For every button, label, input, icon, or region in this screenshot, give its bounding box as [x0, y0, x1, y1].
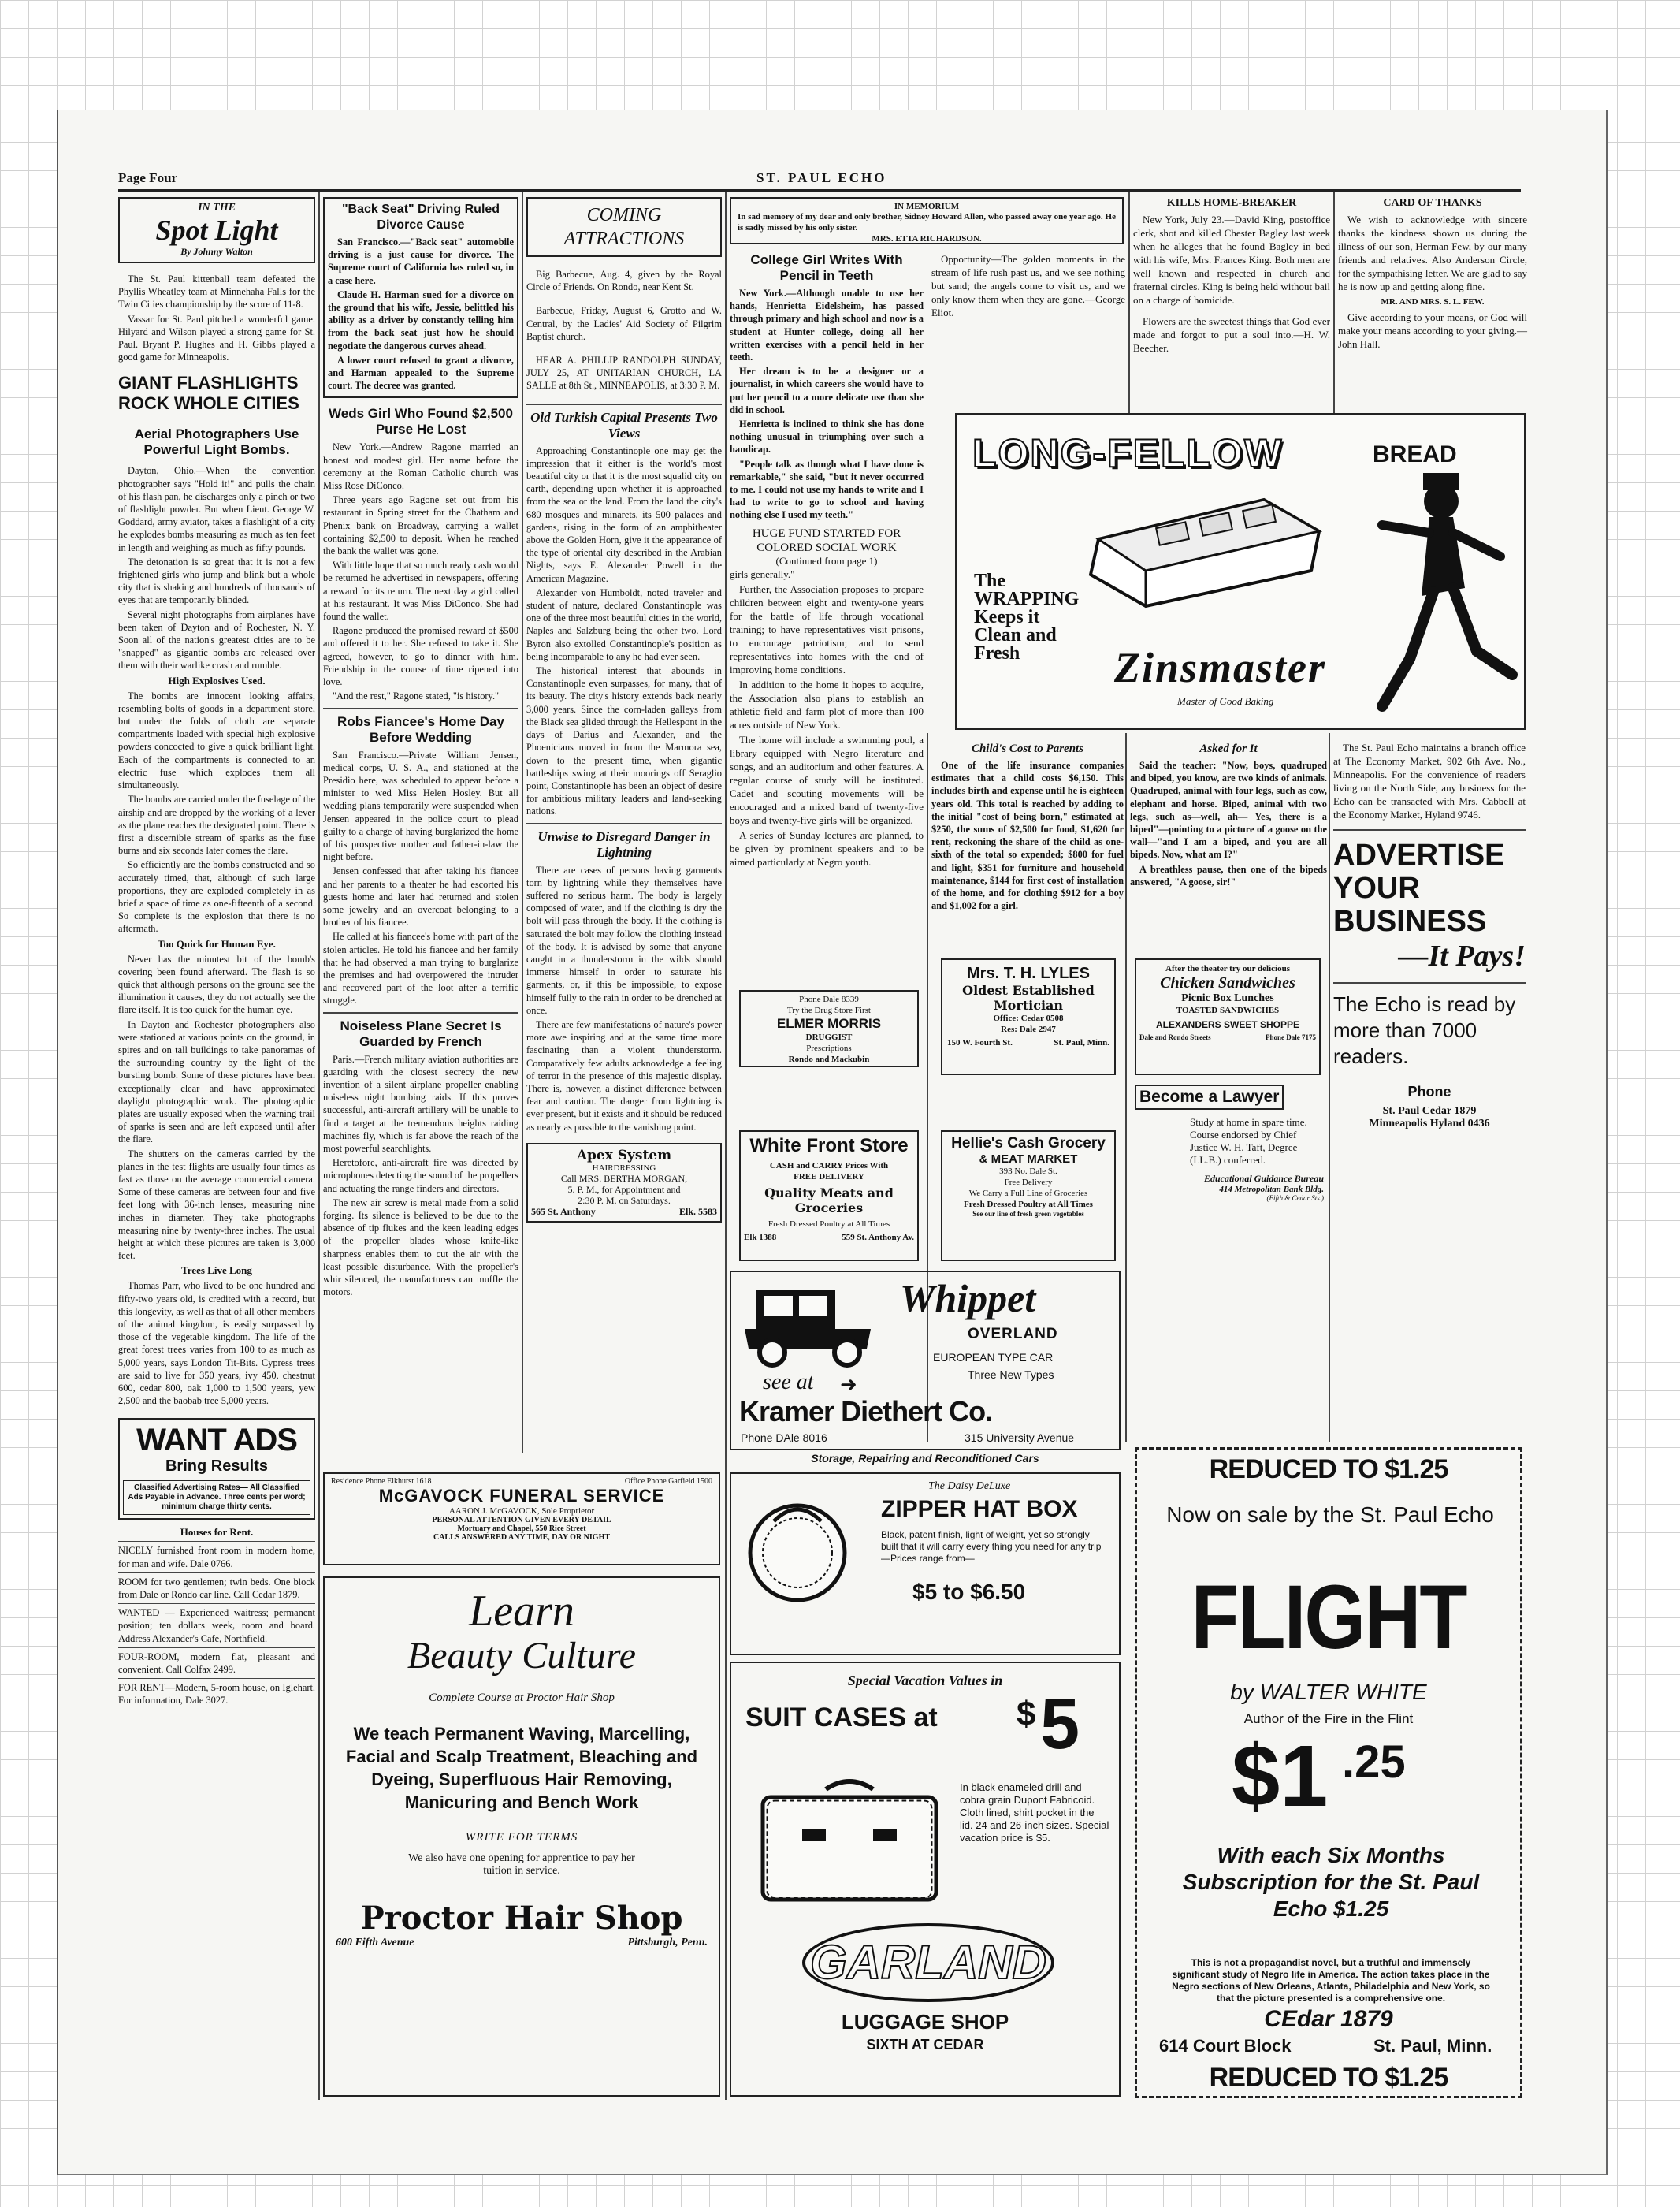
white-front-contact: [744, 1233, 914, 1242]
paragraph: Further, the Association proposes to prepare children between eight and twenty-one years for the battle of life through vocational training; to have representatives visit prisons, to encourage patriotism; and to send representatives into homes with the end of improving home conditions.: [730, 582, 924, 675]
shoppe-line: TOASTED SANDWICHES: [1176, 1006, 1280, 1015]
shoppe-top: After the theater try our delicious: [1165, 964, 1290, 973]
white-front-address: 559 St. Anthony Av.: [842, 1233, 914, 1242]
garland-line: SIXTH AT CEDAR: [866, 2037, 984, 2053]
want-ads-box: [118, 1418, 315, 1520]
advertise-phone-mpls: Minneapolis Hyland 0436: [1369, 1118, 1490, 1130]
want-ads-title: WANT ADS: [136, 1423, 297, 1458]
coming-attractions-header: [526, 197, 722, 257]
advertise-l2: YOUR: [1333, 872, 1420, 905]
apex-contact: [531, 1206, 717, 1218]
thanks-headline: CARD OF THANKS: [1383, 197, 1482, 209]
column-rule: [1125, 733, 1127, 1442]
subhead: Trees Live Long: [181, 1264, 252, 1277]
flight-ad: [1135, 1447, 1522, 2098]
hellie-line: 393 No. Dale St.: [999, 1167, 1057, 1176]
paragraph: Claude H. Harman sued for a divorce on the ground that his wife, Jessie, belittled his ability as a driver by constantly telling him from the back seat just how he should negotiate the dangerous curves ahead.: [328, 288, 514, 352]
mcgavock-line: PERSONAL ATTENTION GIVEN EVERY DETAIL: [432, 1516, 611, 1524]
memoriam-text: In sad memory of my dear and only brother, Sidney Howard Allen, who passed away one year ago. He is sadly missed by his only sister.: [738, 212, 1116, 233]
lightning-body: [526, 864, 722, 1133]
whippet-phone: Phone DAle 8016: [741, 1431, 827, 1444]
paragraph: Ragone produced the promised reward of $500 and offered it to her. She refused to take it. She agreed, however, to go to dinner with him. Friendship in the course of time ripened into love.: [323, 625, 518, 688]
top-rule: [118, 189, 1521, 192]
flashlights-headline: GIANT FLASHLIGHTS ROCK WHOLE CITIES: [118, 373, 299, 414]
flight-price-cents: .25: [1342, 1736, 1406, 1788]
hellie-line: & MEAT MARKET: [979, 1152, 1078, 1166]
proctor-shop-name: Proctor Hair Shop: [360, 1900, 683, 1937]
mcgavock-line: Mortuary and Chapel, 550 Rice Street: [457, 1524, 586, 1533]
noiseless-body: [323, 1053, 518, 1299]
echo-branch-column: [1333, 741, 1526, 1450]
white-front-line: CASH and CARRY Prices With: [769, 1161, 889, 1170]
robs-body: [323, 749, 518, 1007]
flight-sale: Now on sale by the St. Paul Echo: [1166, 1502, 1494, 1527]
flight-by: by WALTER WHITE: [1230, 1680, 1427, 1704]
college-body: [730, 287, 924, 522]
hellie-line: Free Delivery: [1004, 1178, 1053, 1187]
coming-attractions-title: COMING ATTRACTIONS: [563, 205, 685, 249]
asked-headline: Asked for It: [1199, 742, 1258, 755]
paragraph: Opportunity—The golden moments in the stream of life rush past us, and we see nothing but sand; the angels come to visit us, and we only know them when they are gone.—George Eliot.: [931, 253, 1125, 318]
paragraph: The home will include a swimming pool, a library equipped with Negro literature and songs, and an auditorium and other features. A regular course of study will be instituted. Cadet and scouting movements will be encouraged and a mixed band of twenty-five boys and twenty-five girls will be organized.: [730, 733, 924, 826]
apex-ad: [526, 1143, 722, 1223]
spotlight-kicker: IN THE: [198, 202, 236, 214]
paragraph: Jensen confessed that after taking his fiancee and her parents to a theater he had escorted his guests home and later had returned and stolen some jewelry and an overcoat belonging to a brother of his fiancee.: [323, 865, 518, 929]
paragraph: The bombs are carried under the fuselage of the airship and are dropped by the working of a lever as the plane reaches the designated point. There is first a discernible stream of sparks as the fuse burns and six seconds later comes the flare.: [118, 794, 315, 857]
lightning-headline: Unwise to Disregard Danger in Lightning: [537, 828, 711, 860]
tagline-line: Fresh: [974, 643, 1020, 664]
column-5: [1133, 197, 1330, 410]
paragraph: Vassar for St. Paul pitched a wonderful game. Hilyard and Wilson played a strong game for St. Paul. Bryant P. Hughes and H. Gibbs played a good game for Minneapolis.: [118, 313, 315, 363]
shoppe-address: Dale and Rondo Streets: [1139, 1033, 1211, 1041]
zinsmaster-logo: Zinsmaster: [1114, 644, 1327, 691]
elmer-line: DRUGGIST: [805, 1033, 853, 1042]
flowers-text: [1133, 314, 1330, 355]
mcgavock-prop: AARON J. McGAVOCK, Sole Proprietor: [448, 1506, 595, 1516]
paragraph: The St. Paul kittenball team defeated the Phyllis Wheatley team at Minnehaha Falls for the Twin Cities championship by the score of 11-8.: [118, 274, 315, 311]
fund-continued: (Continued from page 1): [775, 554, 878, 567]
longfellow-tagline: [974, 572, 1079, 663]
proctor-sub: Complete Course at Proctor Hair Shop: [429, 1692, 615, 1704]
paragraph: In addition to the home it hopes to acquire, the Association also plans to establish an athletic field and farm plot of more than 100 acres outside of New York.: [730, 678, 924, 731]
back-seat-headline: "Back Seat" Driving Ruled Divorce Cause: [341, 203, 500, 232]
suitcase-top: Special Vacation Values in: [847, 1673, 1003, 1688]
thanks-quote: [1338, 311, 1527, 351]
subhead: Too Quick for Human Eye.: [158, 937, 276, 950]
hellie-grocery-ad: [941, 1130, 1116, 1261]
advertise-l1: ADVERTISE: [1333, 839, 1505, 872]
longfellow-ad: [955, 413, 1526, 730]
elmer-name: ELMER MORRIS: [776, 1016, 882, 1031]
paragraph: Approaching Constantinople one may get the impression that it either is the world's most beautiful city or that it is the most squalid city on earth, depending upon whether it is approached from the sea or the land. From the land the city's 680 mosques and minarets, its 500 palaces and gardens, rising in the form of an amphitheater above the Golden Horn, give it the appearance of the type of oriental city described in the Arabian Nights, says E. Alexander Powell in the American Magazine.: [526, 445, 722, 584]
mcgavock-res-phone: Residence Phone Elkhurst 1618: [331, 1477, 432, 1486]
suitcase-icon: [755, 1773, 944, 1915]
advertise-phone-label: Phone: [1407, 1084, 1451, 1100]
apex-line: 5. P. M., for Appointment and: [567, 1183, 681, 1195]
lyles-name: Mrs. T. H. LYLES: [967, 965, 1090, 982]
hellie-line: See our line of fresh green vegetables: [972, 1210, 1084, 1218]
suitcase-ad: [730, 1662, 1121, 2097]
hellie-line: Fresh Dressed Poultry at All Times: [964, 1200, 1093, 1209]
longfellow-bread: BREAD: [1373, 441, 1457, 467]
proctor-body: We teach Permanent Waving, Marcelling, Facial and Scalp Treatment, Bleaching and Dyeing, Superfluous Hair Removing, Manicuring and Bench Work: [345, 1724, 698, 1812]
college-headline: College Girl Writes With Pencil in Teeth: [750, 252, 903, 283]
flight-price-dollar: $1: [1232, 1728, 1329, 1825]
proctor-street: 600 Fifth Avenue: [336, 1937, 414, 1948]
asked-body: [1130, 759, 1327, 888]
zipper-headline: ZIPPER HAT BOX: [881, 1496, 1078, 1522]
column-rule: [1329, 733, 1330, 1442]
white-front-name: White Front Store: [749, 1135, 909, 1156]
paragraph: "People talk as though what I have done is remarkable," she said, "but it never occurred to me. I could not use my hands to write and I had to write to go to school and having nothing else I used my teeth.": [730, 458, 924, 521]
flight-title: FLIGHT: [1191, 1566, 1466, 1669]
paragraph: Several night photographs from airplanes have been taken of Dayton and of Rochester, N. Y. Soon all of the nation's greatest cities are to be "snapped" as gigantic bombs are released over them with their warlike crash and rumble.: [118, 609, 315, 672]
white-front-line: Quality Meats and Groceries: [764, 1185, 894, 1215]
paragraph: Henrietta is inclined to think she has done nothing unusual in triumphing over such a handicap.: [730, 419, 924, 456]
paragraph: The detonation is so great that it is not a few frightened girls who jump and blink but a whole city that is shaking and hundreds of thousands of eyes that are temporarily blinded.: [118, 556, 315, 606]
whippet-types: Three New Types: [968, 1368, 1054, 1381]
proctor-write: WRITE FOR TERMS: [465, 1831, 578, 1844]
tagline-line: Keeps it: [974, 607, 1040, 627]
paragraph: Paris.—French military aviation authorities are guarding with the closest secrecy the new invention of a silent airplane propeller enabling noiseless night bombing raids. If this proves successful, anti-aircraft artillery will be unable to find a target at the tremendous heights raiding machines fly, which is far above the reach of the most powerful searchlights.: [323, 1053, 518, 1154]
whippet-overland: OVERLAND: [968, 1326, 1058, 1342]
white-front-phone: Elk 1388: [744, 1233, 777, 1242]
apex-name: Apex System: [576, 1147, 672, 1163]
paragraph: A series of Sunday lectures are planned, to be given by prominent speakers and to be aimed particularly at Negro youth.: [730, 828, 924, 868]
advertise-pays: —It Pays!: [1398, 940, 1526, 973]
paragraph: The historical interest that abounds in Constantinople even surpasses, for many, that of its beauty. The city's history extends back nearly 3,000 years. Since the corn-laden galleys from the Black sea glided through the Hellespont in the days of Darius and Alexander, and the Phoenicians moved in from the Marmora sea, down to the present time, when gigantic battleships swing at their moorings off Seraglio point, Constantinople has been an object of desire for ambitious military leaders and land-seeking nations.: [526, 665, 722, 817]
lyles-address: [947, 1038, 1109, 1048]
column-6: [1338, 197, 1527, 410]
column-rule: [725, 192, 727, 2100]
lawyer-text: Study at home in spare time. Course endorsed by Chief Justice W. H. Taft, Degree (LL.B.) conferred.: [1190, 1116, 1307, 1166]
asked-column: [1130, 741, 1327, 946]
lyles-city: St. Paul, Minn.: [1054, 1038, 1109, 1048]
classified-item: WANTED — Experienced waitress; permanent position; ten dollars week, room and board. Address Alexander's Cafe, Northfield.: [118, 1603, 315, 1647]
opportunity-text: [931, 252, 1125, 319]
white-front-line: Fresh Dressed Poultry at All Times: [768, 1219, 890, 1229]
zipper-top: The Daisy DeLuxe: [928, 1480, 1011, 1492]
homebreaker-headline: KILLS HOME-BREAKER: [1166, 197, 1297, 209]
sweet-shoppe-ad: [1135, 958, 1321, 1075]
elmer-phone: Phone Dale 8339: [799, 995, 859, 1004]
classified-item: FOR RENT—Modern, 5-room house, on Iglehart. For information, Dale 3027.: [118, 1678, 315, 1709]
college-column: [730, 252, 924, 868]
paragraph: girls generally.": [730, 568, 795, 580]
tagline-line: Clean and: [974, 625, 1057, 646]
spotlight-header: [118, 197, 315, 263]
suitcase-dollar: $: [1017, 1695, 1036, 1733]
flight-banner-bottom: REDUCED TO $1.25: [1209, 2063, 1448, 2093]
want-ads-sub: Bring Results: [165, 1457, 269, 1476]
mcgavock-line: CALLS ANSWERED ANY TIME, DAY OR NIGHT: [433, 1533, 611, 1542]
flight-banner: REDUCED TO $1.25: [1209, 1454, 1448, 1484]
want-ads-rates: Classified Advertising Rates— All Classified Ads Payable in Advance. Three cents per word; minimum charge thirty cents.: [123, 1480, 310, 1515]
arrow-icon: ➜: [840, 1373, 857, 1397]
mcgavock-name: McGAVOCK FUNERAL SERVICE: [378, 1486, 665, 1505]
lyles-street: 150 W. Fourth St.: [947, 1038, 1013, 1048]
turkish-body: [526, 445, 722, 818]
column-rule: [522, 192, 523, 1453]
paragraph: Dayton, Ohio.—When the convention photographer says "Hold it!" and pulls the chain of his flash pan, he discharges only a pinch or two of flashlight powder. But when Lieut. George W. Goddard, army aviator, takes a flashlight of a city he explodes bombs measuring as much as ten feet in length and weighing as much as fifty pounds.: [118, 465, 315, 553]
paragraph: New York.—Although unable to use her hands, Henrietta Eidelsheim, has passed through primary and high school and now is a student at Hunter college, doing all her written exercises with a pencil held in her teeth.: [730, 288, 924, 363]
memoriam-sig: MRS. ETTA RICHARDSON.: [872, 234, 982, 244]
white-front-ad: [739, 1130, 919, 1261]
paragraph: A breathless pause, then one of the bipeds answered, "A goose, sir!": [1130, 863, 1327, 888]
lyles-ad: [941, 958, 1116, 1075]
paragraph: Alexander von Humboldt, noted traveler and student of nature, declared Constantinople was one of the three most beautiful cities in the world, Naples and Salzburg being the other two. Lord Byron also extolled Constantinople's position as being incomparable to any he had ever seen.: [526, 586, 722, 662]
bread-loaf-icon: [1083, 484, 1327, 610]
whippet-address: 315 University Avenue: [965, 1431, 1075, 1444]
column-3: [526, 197, 722, 1442]
shoppe-name: ALEXANDERS SWEET SHOPPE: [1155, 1019, 1300, 1030]
fund-headline: HUGE FUND STARTED FOR COLORED SOCIAL WORK: [752, 527, 901, 554]
paragraph: Never has the minutest bit of the bomb's covering been found afterward. The flash is so quick that although persons on the ground see the illumination it causes, they do not actually see the flare itself. It is too quick for the human eye.: [118, 953, 315, 1016]
section-rule: [526, 823, 722, 824]
proctor-address: [336, 1937, 708, 1949]
lyles-office: Office: Cedar 0508: [993, 1014, 1064, 1023]
elmer-line: Prescriptions: [806, 1044, 852, 1053]
classified-item: NICELY furnished front room in modern home, for man and wife. Dale 0766.: [118, 1541, 315, 1572]
paragraph: Her dream is to be a designer or a journalist, in which careers she would have to put her pencil to a more delicate use than she did in school.: [730, 366, 924, 415]
column-rule: [1333, 192, 1335, 413]
section-rule: [323, 708, 518, 709]
back-seat-box: [323, 197, 518, 398]
hellie-name: Hellie's Cash Grocery: [951, 1135, 1106, 1152]
robs-headline: Robs Fiancee's Home Day Before Wedding: [337, 713, 504, 745]
whippet-footer: Storage, Repairing and Reconditioned Cars: [811, 1452, 1039, 1465]
mcgavock-phones: [331, 1477, 712, 1486]
weds-headline: Weds Girl Who Found $2,500 Purse He Lost: [329, 406, 513, 437]
apex-line: 2:30 P. M. on Saturdays.: [578, 1194, 671, 1206]
flight-description: This is not a propagandist novel, but a truthful and immensely significant study of Negro life in America. The action takes place in the Negro sections of New Orleans, Atlanta, Philadelphia and New York, so that the picture presented is a comprehensive one.: [1172, 1957, 1490, 2004]
section-rule: [1333, 829, 1526, 831]
event-item: Big Barbecue, Aug. 4, given by the Royal Circle of Friends. On Rondo, near Kent St.: [526, 269, 722, 293]
paragraph: With little hope that so much ready cash would be returned he advertised in newspapers, offering a reward for its return. The next day a girl called at his restaurant. It was Miss DiConco. She had found the wallet.: [323, 560, 518, 623]
flight-author: Author of the Fire in the Flint: [1243, 1711, 1414, 1726]
shoppe-line: Picnic Box Lunches: [1181, 992, 1274, 1004]
paragraph: The St. Paul Echo maintains a branch office at The Economy Market, 902 6th Ave. No., Minneapolis. For the convenience of readers living on the North Side, any business for the Echo can be transacted with Mrs. Cabbell at the Economy Market, Hyland 9746.: [1333, 742, 1526, 821]
section-rule: [526, 404, 722, 405]
paragraph: Three years ago Ragone set out from his restaurant in Spring street for the Chatham and Phenix bank on Broadway, carrying a wallet containing $2,500 to deposit. When he reached the bank the wallet was gone.: [323, 494, 518, 557]
proctor-opening: We also have one opening for apprentice to pay her tuition in service.: [408, 1852, 635, 1877]
garland-logo: GARLAND: [802, 1923, 1054, 2002]
longfellow-brand: LONG-FELLOW: [972, 431, 1284, 475]
spotlight-title: Spot Light: [155, 214, 278, 246]
shoppe-phone: Phone Dale 7175: [1266, 1033, 1316, 1041]
memoriam-head: IN MEMORIUM: [894, 202, 960, 211]
elmer-line: Rondo and Mackubin: [788, 1055, 870, 1064]
lyles-res: Res: Dale 2947: [1001, 1025, 1056, 1034]
paragraph: The bombs are innocent looking affairs, resembling bolts of goods in a department store, but under the folds of cloth are separate compartments loaded with special high explosive powders concocted to give a quick brilliant light. Each of the compartments is connected to an electric fuse which explodes them all simultaneously.: [118, 690, 315, 791]
want-ads-section: Houses for Rent.: [180, 1526, 254, 1539]
paragraph: Thomas Parr, who lived to be one hundred and fifty-two years old, is credited with a record, but this longevity, as well as that of all other members of the animal kingdom, is easily surpassed by those of the vegetable kingdom. The life of the great forest trees varies from 100 to as much as 5,000 years, says London Tit-Bits. Cypress trees are said to live for 350 years, ivy 450, chestnut 600, cedar 800, oak 1,000 to 1,500 years, yew 2,500 and the baobab tree 5,000 years.: [118, 1280, 315, 1407]
paragraph: So efficiently are the bombs constructed and so accurately timed, that, although of such large proportions, they are exploded completely in as brief a space of time as one-fifteenth of a second. So complete is the explosion that there is no aftermath.: [118, 859, 315, 935]
paper-name: ST. PAUL ECHO: [756, 170, 887, 185]
turkish-headline: Old Turkish Capital Presents Two Views: [530, 409, 718, 441]
paragraph: New York.—Andrew Ragone married an honest and modest girl. Her name before the ceremony at the Roman Catholic church was Miss Rose DiConco.: [323, 441, 518, 492]
spotlight-byline: By Johnny Walton: [180, 246, 253, 257]
flight-with: With each Six Months Subscription for the St. Paul Echo $1.25: [1182, 1843, 1480, 1921]
zipper-hatbox-ad: [730, 1472, 1121, 1655]
suitcase-text: In black enameled drill and cobra grain Dupont Fabricoid. Cloth lined, shirt pocket in the lid. 24 and 26-inch sizes. Special vacation price is $5.: [960, 1781, 1109, 1844]
paragraph: One of the life insurance companies estimates that a child costs $6,150. This includes birth and expense until he is eighteen years old. This total is reached by adding to the initial "cost of being born," estimated at $250, the sums of $2,500 for food, $1,620 for rent, reckoning the share of the child as one-sixth of the total so expended; $800 for fuel and light, $351 for furniture and household maintenance, $144 for first cost of installation of the home, and for clothing $912 for a boy and $1,002 for a girl.: [931, 760, 1124, 912]
apex-line: Call MRS. BERTHA MORGAN,: [560, 1172, 688, 1184]
lyles-line: Oldest Established: [962, 983, 1095, 998]
page-folio: [63, 167, 1608, 189]
child-cost-headline: Child's Cost to Parents: [971, 742, 1084, 755]
paragraph: Heretofore, anti-aircraft fire was directed by microphones detecting the sound of the propellers and actuating the range finders and directors.: [323, 1157, 518, 1194]
back-seat-body: [328, 236, 514, 392]
lawyer-address: 414 Metropolitan Bank Bldg.: [1219, 1185, 1324, 1194]
column-2: [323, 197, 518, 1442]
mcgavock-office-phone: Office Phone Garfield 1500: [624, 1477, 712, 1486]
zipper-price: $5 to $6.50: [912, 1580, 1026, 1604]
paragraph: New York, July 23.—David King, postoffice clerk, shot and killed Chester Bagley last week when he alleges that he found Bagley in bed with his wife, Mrs. Frances King. Both men are well known and respected in church and fraternal circles. King is being held without bail on a charge of homicide.: [1133, 214, 1330, 306]
whippet-dealer: Kramer Diethert Co.: [739, 1395, 993, 1427]
lawyer-ad: [1135, 1085, 1324, 1203]
weds-body: [323, 441, 518, 702]
proctor-headline: Beauty Culture: [407, 1635, 637, 1677]
lawyer-headline: Become a Lawyer: [1135, 1085, 1284, 1110]
paragraph: There are few manifestations of nature's power more awe inspiring and at the same time more fascinating than a violent thunderstorm. Comparatively few adults acknowledge a feeling of terror in the presence of this majestic display. There is, however, a distinct difference between fear and caution. The danger from lightning is ever present, but it exists and it should be reduced as nearly as possible to the vanishing point.: [526, 1018, 722, 1133]
hellie-line: We Carry a Full Line of Groceries: [968, 1189, 1088, 1198]
advertise-readers: The Echo is read by more than 7000 readers.: [1333, 992, 1516, 1068]
paragraph: A lower court refused to grant a divorce, and Harman appealed to the Supreme court. The decree was granted.: [328, 354, 514, 392]
subhead: High Explosives Used.: [168, 674, 266, 687]
fund-body: [730, 568, 924, 869]
memoriam-box: [730, 197, 1124, 244]
thanks-body: [1338, 213, 1527, 293]
tagline-line: The: [974, 571, 1006, 591]
noiseless-headline: Noiseless Plane Secret Is Guarded by French: [340, 1018, 502, 1049]
paragraph: Said the teacher: "Now, boys, quadruped and biped, you know, are two kinds of animals. Quadruped, animal with four legs, such as cow, elephant and horse. Biped, animal with two legs, such as—well, ah— Yes, there is a biped"—pointing to a picture of a goose on the wall—"and I am a biped, and you are all bipeds. Now, what am I?": [1130, 760, 1327, 861]
coming-attractions-list: [526, 268, 722, 393]
flashlights-body: [118, 464, 315, 1407]
column-rule: [318, 192, 320, 2100]
paragraph: There are cases of persons having garments torn by lightning while they themselves have suffered no serious harm. The body is largely composed of water, and if the clothing is dry the bolt will pass through the body. If the clothing is saturated the bolt may follow the clothing instead of the body. It is advised by some that anyone caught in a thunderstorm in the wilds should immerse himself in order to saturate his garments, or, if this be impossible, to expose himself fully to the rain in order to be drenched at once.: [526, 864, 722, 1016]
spotlight-body: [118, 273, 315, 363]
paragraph: We wish to acknowledge with sincere thanks the kindness shown us during the illness of our son, Herman Few, by our many friends and relatives. Also Anderson Circle, for the sympathising letter. We are glad to say he is now up and getting along fine.: [1338, 214, 1527, 292]
apex-sub: HAIRDRESSING: [592, 1163, 656, 1173]
white-front-line: FREE DELIVERY: [794, 1172, 864, 1182]
proctor-ad: [323, 1576, 720, 2097]
flight-phone: CEdar 1879: [1264, 2006, 1393, 2032]
paragraph: San Francisco.—Private William Jensen, medical corps, U. S. A., and stationed at the Presidio here, was scheduled to appear before a minister to wed Miss Helen Hosley. But all wedding plans temporarily were suspended when Jensen appeared in the police court to plead guilty to a charge of having burglarized the home of his prospective mother and father-in-law the night before.: [323, 749, 518, 863]
want-ads-list: [118, 1541, 315, 1709]
column-rule: [1128, 192, 1130, 413]
lyles-line: Mortician: [993, 998, 1064, 1013]
zipper-text: Black, patent finish, light of weight, yet so strongly built that it will carry every thing you need for any trip—Prices range from—: [881, 1529, 1102, 1564]
homebreaker-body: [1133, 213, 1330, 307]
flashlights-deck: Aerial Photographers Use Powerful Light Bombs.: [134, 426, 299, 458]
apex-address: 565 St. Anthony: [531, 1205, 596, 1217]
tagline-line: WRAPPING: [974, 589, 1080, 609]
whippet-brand: Whippet: [900, 1276, 1036, 1320]
whippet-ad: [730, 1271, 1121, 1450]
shoppe-headline: Chicken Sandwiches: [1160, 974, 1295, 992]
section-rule: [1333, 982, 1526, 984]
opportunity-column: [931, 252, 1125, 410]
echo-branch-text: [1333, 741, 1526, 821]
event-item: HEAR A. PHILLIP RANDOLPH SUNDAY, JULY 25, AT UNITARIAN CHURCH, LA SALLE at 8th St., MINNEAPOLIS, at 3:30 P. M.: [526, 355, 722, 392]
whippet-type: EUROPEAN TYPE CAR: [933, 1351, 1054, 1364]
car-icon: [741, 1282, 875, 1368]
classified-item: ROOM for two gentlemen; twin beds. One block from Dale or Rondo car line. Call Cedar 1879.: [118, 1572, 315, 1603]
lawyer-name: Educational Guidance Bureau: [1203, 1173, 1324, 1184]
proctor-learn: Learn: [469, 1587, 574, 1636]
hatbox-icon: [742, 1498, 853, 1608]
column-1: [118, 197, 315, 2105]
section-rule: [323, 1012, 518, 1014]
shoppe-contact: [1139, 1033, 1316, 1041]
paragraph: Give according to your means, or God will make your means according to your giving.—John Hall.: [1338, 311, 1527, 350]
thanks-sig: MR. AND MRS. S. L. FEW.: [1381, 297, 1485, 307]
advertise-l3: BUSINESS: [1333, 905, 1487, 938]
suitcase-price: 5: [1040, 1685, 1080, 1764]
event-item: Barbecue, Friday, August 6, Grotto and W. Central, by the Ladies' Aid Society of Pilgrim Baptist church.: [526, 305, 722, 342]
paragraph: He called at his fiancee's home with part of the stolen articles. He told his fiancee and her family that he had observed a man trying to burglarize the premises and had overpowered the intruder and recovered part of the loot after a terrific struggle.: [323, 931, 518, 1007]
child-cost-body: [931, 759, 1124, 912]
suitcase-headline: SUIT CASES at: [745, 1703, 938, 1732]
flight-address: 614 Court Block: [1159, 2036, 1292, 2056]
proctor-city: Pittsburgh, Penn.: [627, 1937, 708, 1948]
paragraph: "And the rest," Ragone stated, "is history.": [333, 690, 500, 702]
zinsmaster-motto: Master of Good Baking: [1177, 695, 1274, 707]
elmer-try: Try the Drug Store First: [787, 1006, 871, 1015]
paragraph: The new air screw is metal made from a solid forging. Its silence is believed to be due to the absence of tip flukes and the keen leading edges of the propeller blades whose knife-like sharpness enables them to cut the air with the least possible disturbance. With the propeller's whir silenced, the manufacturers can muffle the motors.: [323, 1197, 518, 1298]
mcgavock-ad: [323, 1472, 720, 1565]
paragraph: In Dayton and Rochester photographers also were stationed at various points on the ground, in spires and on tall buildings to take panoramas of the surrounding country by the light of the bursting bomb. Some of these pictures have been exceptionally clear and have approximated daylight photographic work. The photographic plates are usually exposed when the warning trail of sparks is seen and are left exposed until after the flare.: [118, 1018, 315, 1145]
paragraph: The shutters on the cameras carried by the planes in the test flights are usually four times as fast as those on the average commercial camera. Some of these cameras are between four and five feet long with 36-inch lenses, measuring nine inches in diameter. They take photographs measuring nine by twenty-three inches. The usual height at which these pictures are taken is 3,000 feet.: [118, 1148, 315, 1262]
page-number: Page Four: [118, 170, 178, 185]
apex-phone: Elk. 5583: [678, 1205, 717, 1217]
whippet-see-at: see at: [763, 1370, 814, 1394]
lawyer-note: (Fifth & Cedar Sts.): [1266, 1194, 1324, 1202]
flight-city: St. Paul, Minn.: [1373, 2036, 1492, 2056]
advertise-phone-stp: St. Paul Cedar 1879: [1382, 1105, 1477, 1117]
running-man-icon: [1366, 470, 1516, 730]
paragraph: San Francisco.—"Back seat" automobile driving is a just cause for divorce. The Supreme court of California has ruled so, in a case here.: [328, 236, 514, 286]
elmer-morris-ad: [739, 990, 919, 1067]
garland-line: LUGGAGE SHOP: [841, 2010, 1009, 2034]
child-cost-column: [931, 741, 1124, 946]
classified-item: FOUR-ROOM, modern flat, pleasant and convenient. Call Colfax 2499.: [118, 1647, 315, 1678]
paragraph: Flowers are the sweetest things that God ever made and forgot to put a soul into.—H. W. Beecher.: [1133, 315, 1330, 354]
